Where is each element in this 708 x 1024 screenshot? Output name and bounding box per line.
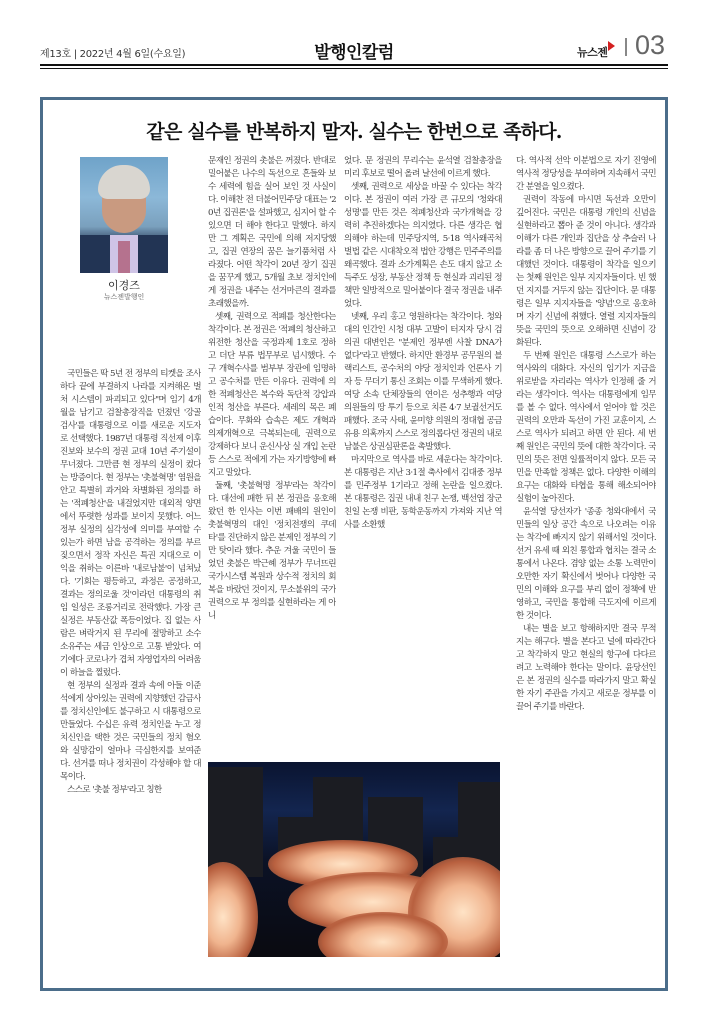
author-photo — [80, 157, 168, 273]
author-role: 뉴스젠발행인 — [103, 293, 145, 301]
article-column-2 — [208, 155, 336, 755]
paragraph: 었다. 문 정권의 무리수는 윤석열 검찰총장을 미리 후보로 떨어 올려 날선에 이르게 했다. — [344, 156, 502, 179]
header-rule — [40, 64, 668, 66]
paragraph: 둘째, '촛불혁명 정부'라는 착각이다. 대선에 패한 뒤 본 정권을 옹호해 왔던 한 인사는 이번 패배의 원인이 촛불혁명의 대인 '정치전쟁의 쿠데타'를 진단하지 않은 분제인 정부의 기만 탓이라 했다. 추운 겨울 국민이 들었던 촛불은 박근혜 정부가 무너뜨린 국가시스템 복원과 상수적 정치의 회복을 바랐던 것이지, 무소불위의 국가 권력으로 부 정의를 실현하라는 게 아니 — [208, 481, 336, 621]
header-rule-thin — [40, 68, 668, 69]
paragraph: 셋째, 권력으로 적폐를 청산한다는 착각이다. 본 정권은 '적폐의 청산하고 위전한 청산을 국정과제 1호로 정하고 더단 부류 법무부로 넘시했다. 수구 개혁수사를 범부부 장관에 임명하고 공수처를 만든 이유다. 권력에 의한 적폐청산은 복수와 독단적 강압과 인적 청산을 부른다. 세레의 목은 폐습이다. 무화와 습속은 제도 개혁과 의제개혁으로 극복되는데, 권력으로 강제하다 보니 운신사상 실 개입 논란 등 스스로 적에게 가는 자기방향에 빠지고 말았다. — [208, 312, 336, 478]
photo-tie — [118, 241, 130, 273]
article-headline: 같은 실수를 반복하지 말자. 실수는 한번으로 족하다. — [146, 121, 562, 143]
paragraph: 넷째, 우리 홍고 영원하다는 착각이다. 청와대의 인간인 시청 대부 고발이 터지자 당시 검의권 대변인은 "분제인 정부엔 사찰 DNA가 없다"라고 반했다. 하지만 환경부 공무원의 블랙리스트, 공수처의 야당 정치인과 언론사 기자 등 무더기 통신 조회는 이를 무색하게 했다. 여당 소속 단체장들의 연이은 성추행과 여당 의원들의 땅 투기 등으로 치른 4·7 보궐선거도 패했다. 조국 사태, 윤미향 의원의 정대협 공금 유용 의혹까지 스스로 정의롭다던 정권의 내로남불은 상권심판론을 촉발했다. — [344, 312, 502, 452]
logo-text: 뉴스젠 — [577, 46, 608, 59]
section-title: 발행인칼럼 — [314, 43, 394, 63]
paragraph: 스스로 '촛불 정부'라고 칭한 — [67, 785, 162, 795]
photo-hair — [98, 165, 150, 199]
header-separator — [625, 38, 627, 56]
page-number: 03 — [635, 30, 666, 60]
publication-logo — [577, 44, 615, 60]
candlelight-rally-photo — [208, 762, 500, 957]
article-column-3 — [344, 155, 502, 755]
paragraph: 내는 별을 보고 항해하지만 결국 무적지는 해구다. 별을 본다고 널에 따라간다고 착각하지 말고 현실의 항구에 다다르려고 노력해야 한다는 말이다. 윤당선인은 본 정권의 실수를 따라가지 말고 확실한 자기 주관을 가지고 새로운 정부를 이끌어 주기를 바란다. — [516, 624, 656, 712]
paragraph: 현 정부의 실정과 결과 속에 아들 이준석에게 상아있는 권력에 지향했던 감금사를 정치신인에도 불구하고 시 대통령으로 만들었다. 수십은 유력 정치인을 누고 정치신인을 택한 것은 국민들의 정치 혐오와 실망감이 얼마나 극심한지를 보여준다. 선거를 떠나 정치권이 각성해야 할 대목이다. — [60, 681, 201, 782]
paragraph: 권력이 작동에 마시면 독선과 오만이 깊어진다. 국민은 대통령 개인의 신념을 실현하라고 뽑아 준 것이 아니다. 생각과 이해가 다른 개인과 집단을 상 추슬러 나라를 좀 더 나은 방향으로 끌어 주기를 기대했던 것이다. 대통령이 착각을 일으키는 첫째 원인은 일부 지지자들이다. 빈 했던 지지를 거두지 않는 집단이다. 문 대통령은 일부 지지자들을 '양념'으로 옹호하며 자기 신념에 취했다. 열렬 지지자들의 뜻을 국민의 뜻으로 오해하면 신념이 강화된다. — [516, 195, 656, 348]
paragraph: 셋째, 권력으로 세상을 바꿀 수 있다는 착각이다. 본 정권이 여러 가장 큰 규모의 '청와대 성명'를 만든 것은 적폐청산과 국가개혁을 강력히 추진하겠다는 의지였다. 다른 생각은 협의해야 하는데 민주당지역, 5·18 역사왜곡처벌법 같은 시대착오적 법안 강행은 민주주의를 왜곡했다. 결과 소가계획은 손도 대지 않고 소득주도 성장, 부동산 정책 등 현실과 괴리된 정책만 일방적으로 밀어붙이다 결국 정권을 내주었다. — [344, 182, 502, 309]
paragraph: 다. 역사적 선악 이분법으로 자기 진영에 역사적 정당성을 부여하며 지속해서 국민 간 분열을 일으켰다. — [516, 156, 656, 192]
article-column-1 — [60, 368, 201, 968]
article-column-4 — [516, 155, 656, 975]
paragraph: 마지막으로 역사를 바로 세운다는 착각이다. 본 대통령은 지난 3·1절 축사에서 김대중 정부를 민주정부 1기라고 정해 논란을 일으켰다. 본 대통령은 집권 내내 친구 논쟁, 백선엽 장군 친일 논쟁 비판, 동학운동까지 가져와 지난 역사를 소환했 — [344, 455, 502, 530]
logo-flag-icon — [608, 41, 615, 51]
paragraph: 국민들은 딱 5년 전 정부의 티켓을 조사하다 끝에 부결하지 나라를 지켜해온 벌처 시스템이 파괴되고 있다"며 임기 4개월을 남기고 검찰총장직을 던졌던 '강골검사'를 대통령으로 이를 새로운 지도자로 선택했다. 1987년 대통령 직선제 이후 진보와 보수의 정권 교대 10년 주기설이 무너졌다. 그만큼 현 정부의 실정이 컸다는 방증이다. 현 정부는 '촛불혁명' 염원을 안고 특별히 과거와 차별화된 정의를 하는 '적폐청산'을 내걸었지만 대외적 양면에서 뚜렷한 성과를 보이지 못했다. 어느 정부 실정의 심각성에 의미를 부여할 수 있는가 하면 남을 공격하는 정의를 부르짖으면서 정작 자신은 특권 지대으로 이익을 취하는 이른바 '내로남불'이 넘쳐났다. '기회는 평등하고, 과정은 공정하고, 결과는 정의로울 것'이라던 대통령의 취임 일성은 조롱거리로 전락했다. 가장 큰 실정은 부동산값 폭등이었다. 집 없는 사람은 벼락거지 된 무리에 절망하고 소수 소유주는 세금 인상으로 고통 받았다. 여기에다 코로나가 겹쳐 자영업자의 어려움이 하늘을 찔렀다. — [60, 369, 201, 678]
photo-jacket-right — [136, 235, 168, 273]
paragraph: 윤석열 당선자가 '종종 청와대에서 국민들의 일상 공간 속으로 나오려는 이유는 착각에 빠지지 않기 위해서일 것이다. 선거 유세 때 외친 통합과 협치는 결국 소통에서 나온다. 겸양 없는 소통 노력만이 오만한 자기 확신에서 벗어나 다양한 국민의 이해와 요구를 부리 없이 정책에 반영하고, 국민을 통합해 극도지에 이르게 한 것이다. — [516, 507, 656, 621]
photo-jacket-left — [80, 235, 112, 273]
photo-building — [208, 767, 263, 877]
author-name: 이경즈 — [108, 279, 140, 292]
paragraph: 문재인 정권의 촛불은 꺼졌다. 반대로 밀어붙은 나수의 독선으로 흔들와 보수 세력에 힘을 실어 보인 것 사실이다. 이해찬 전 더불어민주당 대표는 '20년 집권론'을 설파했고, 심지어 할 수 있으면 더 해야 한다고 말했다. 하지만 그 계획은 국민에 의해 저지당했고, 집권 연장의 꿈은 늘기품처럼 사라졌다. 어떤 착각이 20년 장기 집권을 꿈꾸게 했고, 5개월 초보 정치인에게 정권을 내주는 선거마큰의 결과를 초래했을까. — [208, 156, 336, 309]
issue-date: 제13호 | 2022년 4월 6일(수요일) — [40, 49, 186, 60]
paragraph: 두 번째 원인은 대통령 스스로가 하는 역사와의 대화다. 자신의 임기가 지금을 위로받을 자리라는 역사가 인정해 줄 거라는 생각이다. 역사는 대통령에게 임무를 볼 수 없다. 역사에서 얻어야 할 것은 권력의 오만과 독선이 가진 교훈이지, 스스로 역사가 되려고 하면 안 된다. 세 번째 원인은 국민의 뜻에 대한 착각이다. 국민의 뜻은 전면 일률적이지 않다. 모든 국민을 만족할 정책은 없다. 다양한 이해의 요구는 대화와 타협을 통해 해소되어야 실험이 높아진다. — [516, 351, 656, 504]
